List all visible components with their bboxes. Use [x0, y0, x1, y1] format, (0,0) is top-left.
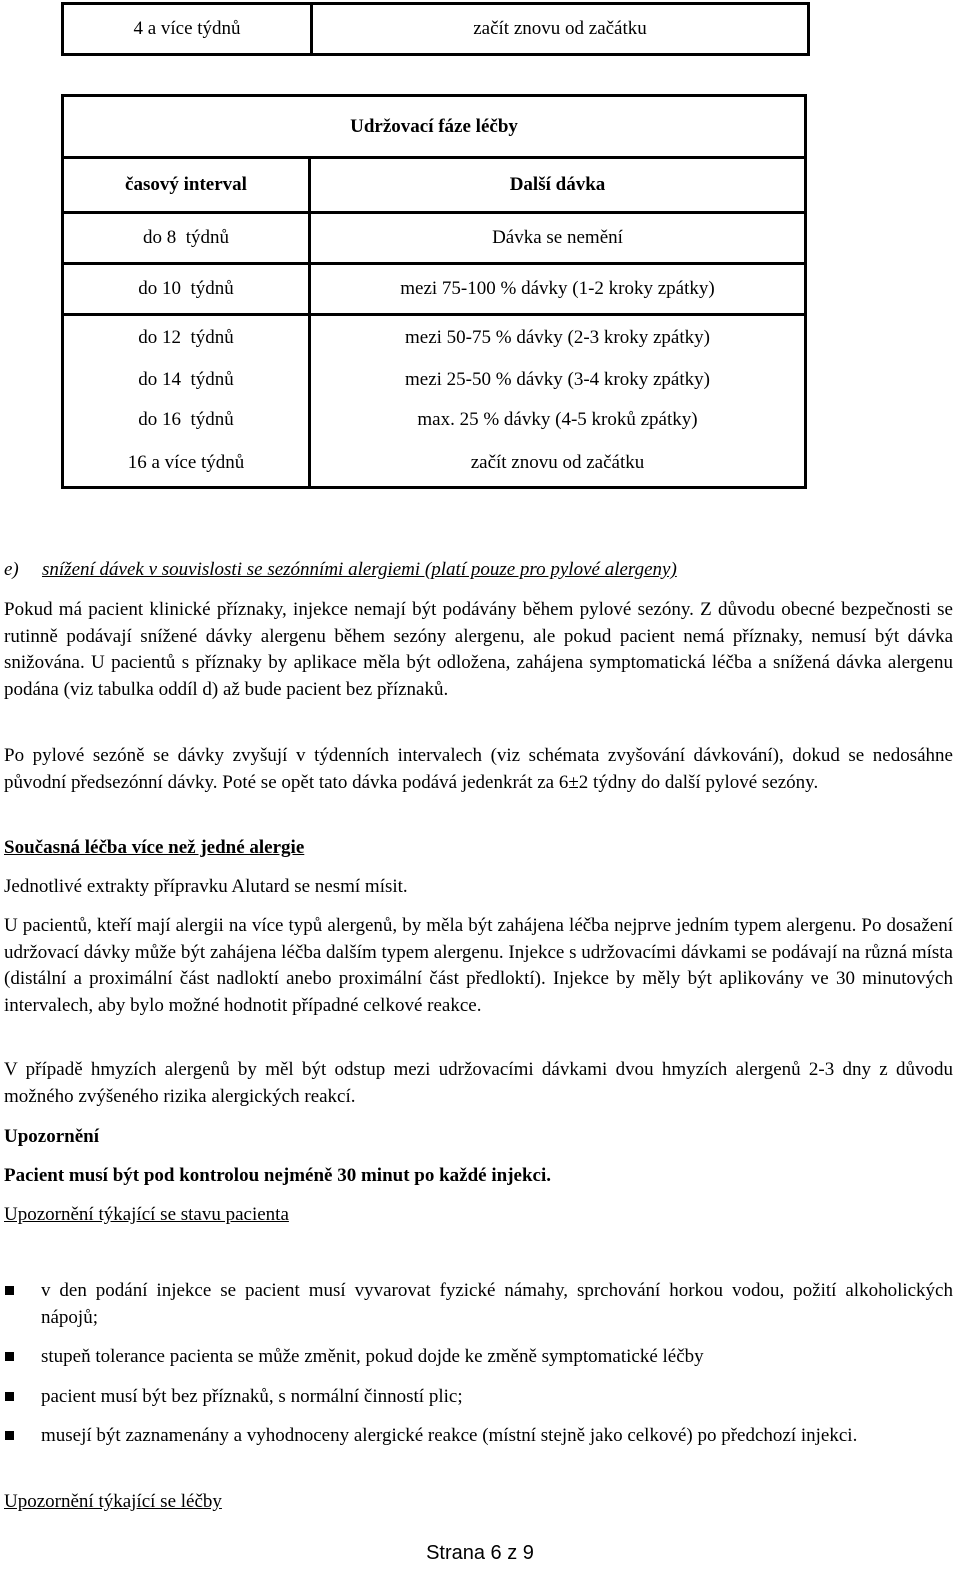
- list-item: [0, 1278, 953, 1331]
- paragraph: Pacient musí být pod kontrolou nejméně 30 minut po každé injekci.: [4, 1165, 551, 1186]
- interval-cell: do 8 týdnů: [63, 213, 310, 264]
- square-bullet-icon: [5, 1352, 14, 1361]
- dose-cell: mezi 25-50 % dávky (3-4 kroky zpátky): [309, 360, 805, 400]
- dose-cell: max. 25 % dávky (4-5 kroků zpátky): [309, 400, 805, 440]
- list-item: [0, 1344, 953, 1371]
- table-row: [63, 400, 806, 440]
- section-label: e): [4, 559, 19, 580]
- list-item-text: pacient musí být bez příznaků, s normální činností plic;: [41, 1385, 463, 1407]
- interval-cell: do 12 týdnů: [63, 315, 310, 361]
- table-row: [63, 4, 809, 55]
- subsection-heading: Upozornění týkající se léčby: [4, 1491, 222, 1512]
- subsection-heading: Současná léčba více než jedné alergie: [4, 837, 305, 858]
- paragraph: Jednotlivé extrakty přípravku Alutard se nesmí mísit.: [4, 876, 408, 897]
- dose-cell: začít znovu od začátku: [312, 4, 809, 55]
- paragraph: V případě hmyzích alergenů by měl být odstup mezi udržovacími dávkami dvou hmyzích alergenů 2-3 dny z důvodu možného zvýšeného rizika alergických reakcí.: [4, 1059, 953, 1107]
- paragraph: Pokud má pacient klinické příznaky, injekce nemají být podávány během pylové sezóny. Z důvodu obecné bezpečnosti se rutinně podávají snížené dávky alergenu během sezóny alergenu, ale pokud pacient nemá příznaky, nemusí být dávka snižována. U pacientů s příznaky by aplikace měla být odložena, zahájena symptomatická léčba a snížená dávka alergenu podána (viz tabulka oddíl d) až bude pacient bez příznaků.: [4, 599, 953, 700]
- table-row: [63, 440, 806, 488]
- dose-table-fragment: [61, 2, 810, 56]
- list-item-text: v den podání injekce se pacient musí vyvarovat fyzické námahy, sprchování horkou vodou, požití alkoholických nápojů;: [41, 1280, 953, 1328]
- dose-cell: začít znovu od začátku: [309, 440, 805, 488]
- interval-cell: do 14 týdnů: [63, 360, 310, 400]
- page-number: Strana 6 z 9: [426, 1542, 534, 1564]
- column-header-interval: časový interval: [63, 158, 310, 213]
- list-item-text: stupeň tolerance pacienta se může změnit, pokud dojde ke změně symptomatické léčby: [41, 1346, 704, 1367]
- table-row: [63, 264, 806, 315]
- section-title: snížení dávek v souvislosti se sezónními alergiemi (platí pouze pro pylové alergeny): [42, 559, 677, 580]
- list-item: [0, 1423, 953, 1450]
- section-heading: [4, 559, 677, 581]
- dose-cell: Dávka se nemění: [309, 213, 805, 264]
- table-row: [63, 315, 806, 361]
- list-item: [0, 1384, 953, 1411]
- interval-cell: do 16 týdnů: [63, 400, 310, 440]
- paragraph: Po pylové sezóně se dávky zvyšují v týdenních intervalech (viz schémata zvyšování dávkování), dokud se nedosáhne původní předsezónní dávky. Poté se opět tato dávka podává jedenkrát za 6±2 týdny do další pylové sezóny.: [4, 745, 953, 793]
- subsection-heading: Upozornění: [4, 1126, 99, 1147]
- list-item-text: musejí být zaznamenány a vyhodnoceny alergické reakce (místní stejně jako celkové) po předchozí injekci.: [41, 1425, 858, 1446]
- interval-cell: do 10 týdnů: [63, 264, 310, 315]
- table-row: [63, 213, 806, 264]
- paragraph: U pacientů, kteří mají alergii na více typů alergenů, by měla být zahájena léčba nejprve jedním typem alergenu. Po dosažení udržovací dávky může být zahájena léčba dalším typem alergenu. Injekce s udržovacími dávkami se podávají na různá místa (distální a proximální část nadloktí anebo proximální část předloktí). Injekce by měly být aplikovány ve 30 minutových intervalech, aby bylo možné hodnotit případné celkové reakce.: [4, 915, 953, 1016]
- square-bullet-icon: [5, 1431, 14, 1440]
- table-title: Udržovací fáze léčby: [63, 96, 806, 158]
- interval-cell: 16 a více týdnů: [63, 440, 310, 488]
- column-header-dose: Další dávka: [309, 158, 805, 213]
- interval-cell: 4 a více týdnů: [63, 4, 312, 55]
- subsection-heading: Upozornění týkající se stavu pacienta: [4, 1204, 289, 1225]
- table-row: [63, 360, 806, 400]
- bullet-list: [0, 1278, 953, 1450]
- dose-cell: mezi 50-75 % dávky (2-3 kroky zpátky): [309, 315, 805, 361]
- square-bullet-icon: [5, 1392, 14, 1401]
- maintenance-phase-table: [61, 94, 807, 489]
- square-bullet-icon: [5, 1286, 14, 1295]
- dose-cell: mezi 75-100 % dávky (1-2 kroky zpátky): [309, 264, 805, 315]
